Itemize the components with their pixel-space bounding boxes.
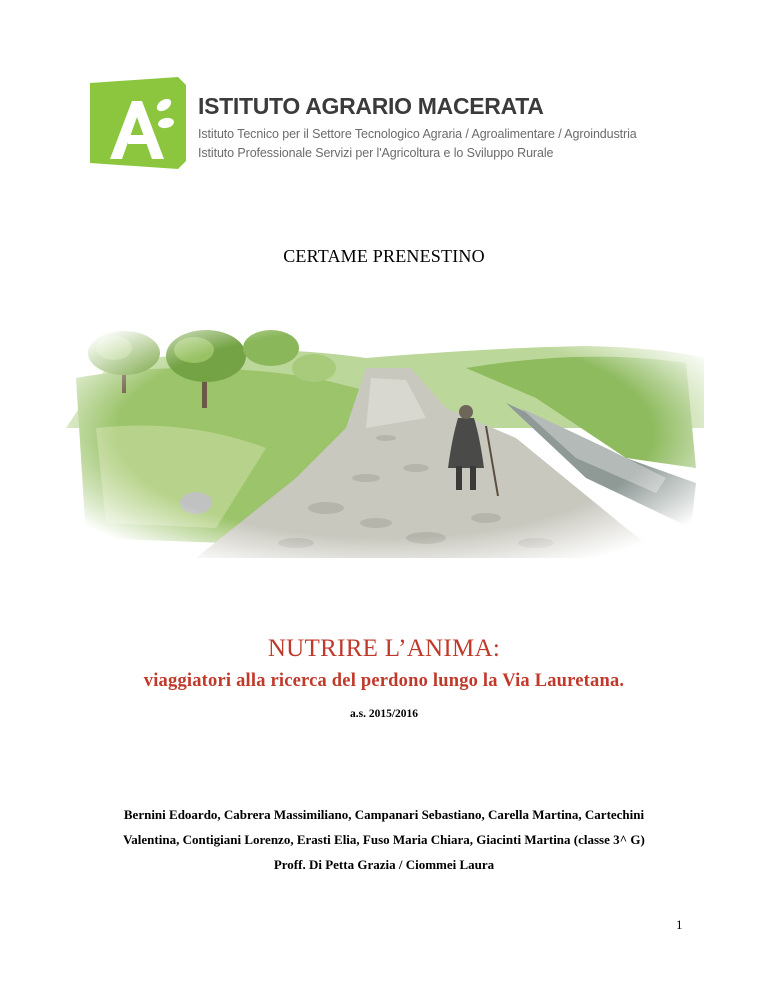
logo-title: ISTITUTO AGRARIO MACERATA (198, 93, 544, 119)
school-year: a.s. 2015/2016 (349, 708, 419, 720)
authors-line-1: Bernini Edoardo, Cabrera Massimiliano, Campanari Sebastiano, Carella Martina, Cartechini (123, 807, 645, 822)
authors-block (60, 802, 708, 877)
logo-subtitle-2: Istituto Professionale Servizi per l'Agricoltura e lo Sviluppo Rurale (198, 146, 554, 160)
pilgrim-road-illustration (66, 308, 704, 558)
teachers-line: Proff. Di Petta Grazia / Ciommei Laura (273, 857, 495, 872)
agrario-logo-icon (90, 77, 186, 169)
logo-subtitle-1: Istituto Tecnico per il Settore Tecnologico Agraria / Agroalimentare / Agroindustria (198, 127, 637, 141)
authors-line-2: Valentina, Contigiani Lorenzo, Erasti Elia, Fuso Maria Chiara, Giacinti Martina (classe 3^ G) (123, 832, 645, 847)
page-number: 1 (676, 917, 683, 932)
school-logo (90, 77, 690, 169)
competition-name: CERTAME PRENESTINO (283, 246, 485, 266)
subtitle: viaggiatori alla ricerca del perdono lungo la Via Lauretana. (143, 671, 625, 691)
main-title: NUTRIRE L’ANIMA: (267, 635, 501, 662)
